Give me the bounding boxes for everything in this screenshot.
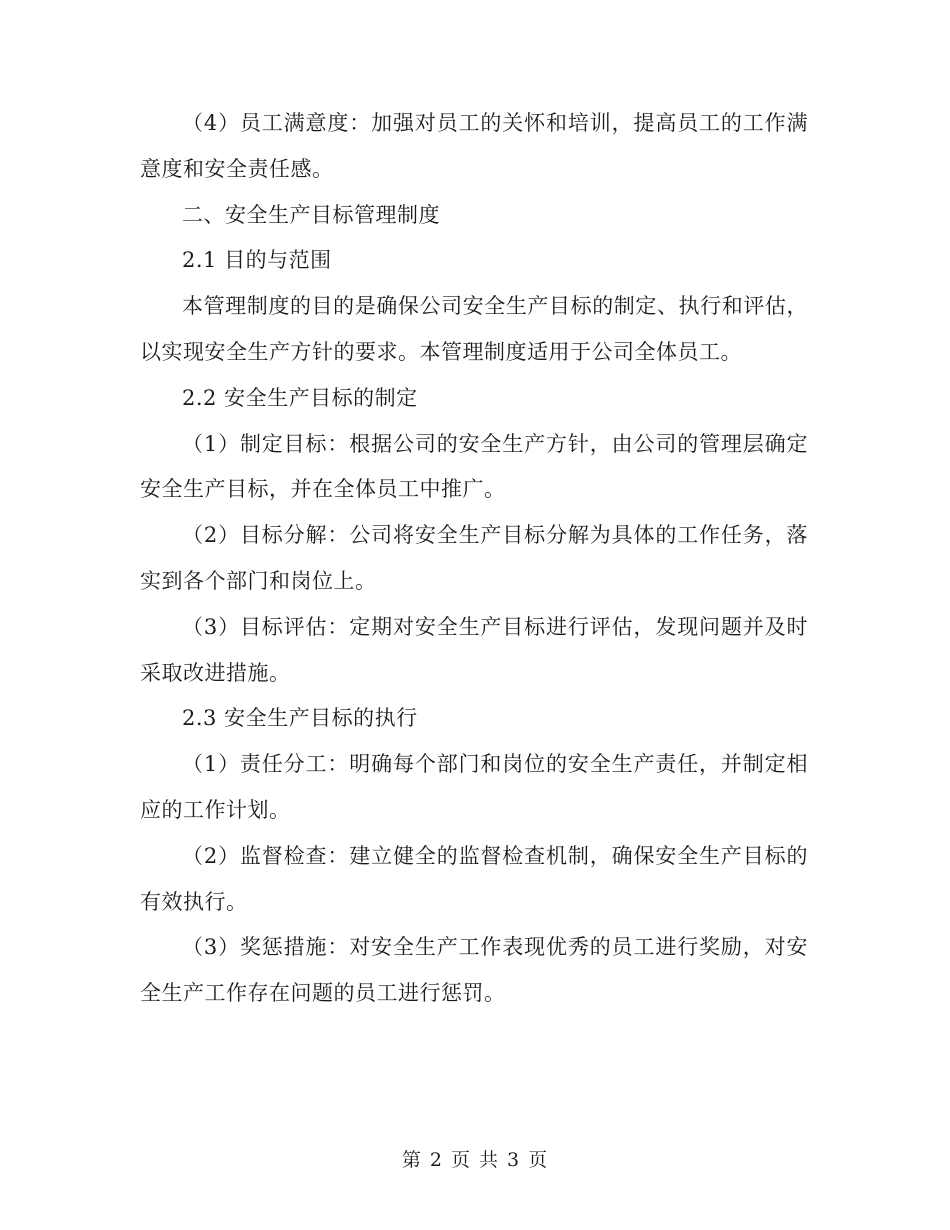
footer-page-word: 页 <box>450 1149 471 1171</box>
paragraph-purpose-scope: 本管理制度的目的是确保公司安全生产目标的制定、执行和评估，以实现安全生产方针的要求。本管理制度适用于公司全体员工。 <box>140 294 808 364</box>
paragraph-supervision-inspection: （2）监督检查：建立健全的监督检查机制，确保安全生产目标的有效执行。 <box>140 843 808 914</box>
paragraph-responsibility-division: （1）责任分工：明确每个部门和岗位的安全生产责任，并制定相应的工作计划。 <box>140 752 808 822</box>
footer-total-prefix: 共 <box>479 1149 500 1171</box>
paragraph-rewards-penalties: （3）奖惩措施：对安全生产工作表现优秀的员工进行奖励，对安全生产工作存在问题的员工进行惩罚。 <box>140 935 808 1006</box>
page-footer <box>0 1145 950 1172</box>
paragraph-employee-satisfaction: （4）员工满意度：加强对员工的关怀和培训，提高员工的工作满意度和安全责任感。 <box>140 111 808 181</box>
footer-total-pages: 3 <box>507 1149 521 1171</box>
document-body <box>140 101 808 1017</box>
subsection-heading-2-1: 2.1 目的与范围 <box>182 248 332 273</box>
subsection-heading-2-3: 2.3 安全生产目标的执行 <box>182 706 418 731</box>
paragraph-target-breakdown: （2）目标分解：公司将安全生产目标分解为具体的工作任务，落实到各个部门和岗位上。 <box>140 523 808 593</box>
footer-total-suffix: 页 <box>528 1149 549 1171</box>
subsection-heading-2-2: 2.2 安全生产目标的制定 <box>182 385 418 410</box>
footer-prefix: 第 <box>401 1149 422 1171</box>
paragraph-set-targets: （1）制定目标：根据公司的安全生产方针，由公司的管理层确定安全生产目标，并在全体员工中推广。 <box>140 431 808 502</box>
paragraph-target-evaluation: （3）目标评估：定期对安全生产目标进行评估，发现问题并及时采取改进措施。 <box>140 614 808 685</box>
footer-current-page: 2 <box>429 1149 443 1171</box>
section-heading-target-management: 二、安全生产目标管理制度 <box>182 202 440 227</box>
